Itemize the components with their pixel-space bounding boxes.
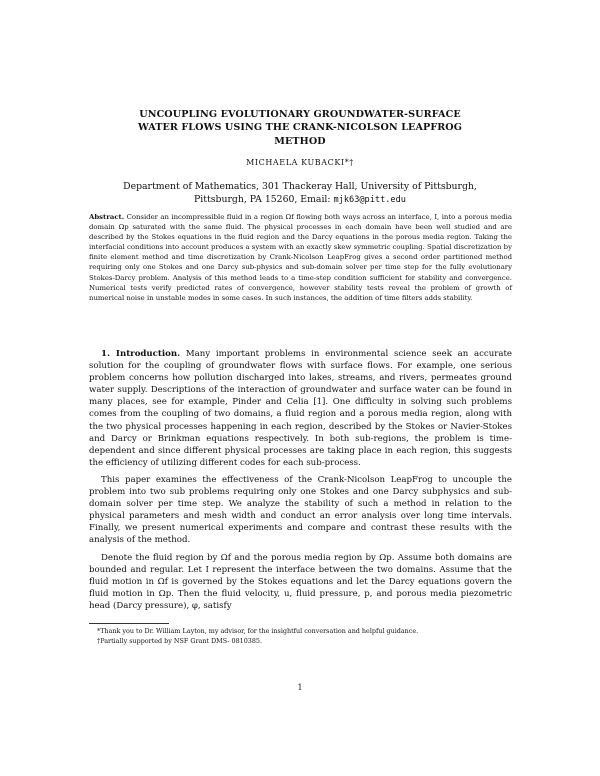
body-paragraph [89, 348, 512, 469]
section-heading: 1. Introduction. [101, 349, 181, 359]
author-name: MICHAELA KUBACKI*† [246, 158, 354, 167]
paper-title [80, 108, 520, 148]
footnotes [89, 627, 512, 646]
title-line: UNCOUPLING EVOLUTIONARY GROUNDWATER-SURFACE [139, 109, 461, 120]
affiliation-line [70, 193, 530, 207]
affiliation-address: Pittsburgh, PA 15260, Email: [194, 194, 334, 205]
abstract-label: Abstract. [89, 213, 125, 221]
footnote-rule [89, 623, 169, 624]
body-paragraph: Denote the fluid region by Ωf and the porous media region by Ωp. Assume both domains are bounded and regular. Let I represent the interface between the two domains. Assume that the fluid motion in Ωf is governed by the Stokes equations and let the Darcy equations govern the fluid motion in Ωp. Then the fluid velocity, u, fluid pressure, p, and porous media piezometric head (Darcy pressure), φ, satisfy [89, 552, 512, 611]
paragraph-text: Many important problems in environmental science seek an accurate solution for the coupling of groundwater flows with surface flows. For example, one serious problem concerns how pollution discharged into lakes, streams, and rivers, permeates ground water supply. Descriptions of the interaction of groundwater and surface water can be found in many places, see for example, Pinder and Celia [1]. One difficulty in solving such problems comes from the coupling of two domains, a fluid region and a porous media region, along with the two physical processes happening in each region, described by the Stokes or Navier-Stokes and Darcy or Brinkman equations respectively. In both sub-regions, the problem is time-dependent and since different physical processes are taking place in each region, this suggests the efficiency of utilizing different codes for each sub-process. [89, 349, 513, 468]
footnote: *Thank you to Dr. William Layton, my advisor, for the insightful conversation and helpful guidance. [97, 627, 419, 635]
body-paragraph: This paper examines the effectiveness of the Crank-Nicolson LeapFrog to uncouple the problem into two sub problems requiring only one Stokes and one Darcy subphysics and sub-domain solver per time step. We analyze the stability of such a method in relation to the physical parameters and mesh width and conduct an error analysis over long time intervals. Finally, we present numerical experiments and compare and contrast these results with the analysis of the method. [89, 474, 512, 546]
section-introduction [89, 348, 512, 612]
title-line: METHOD [274, 135, 326, 147]
author-affiliation [70, 180, 530, 207]
footnote: †Partially supported by NSF Grant DMS- 0810385. [97, 636, 262, 645]
title-line: WATER FLOWS USING THE CRANK-NICOLSON LEAPFROG [137, 122, 463, 134]
affiliation-line: Department of Mathematics, 301 Thackeray Hall, University of Pittsburgh, [123, 181, 477, 192]
abstract [89, 212, 512, 303]
page-number: 1 [297, 683, 303, 692]
abstract-text: Consider an incompressible fluid in a region Ωf flowing both ways across an interface, I, into a porous media domain Ωp saturated with the same fluid. The physical processes in each domain have been well studied and are described by the Stokes equations in the fluid region and the Darcy equations in the porous media region. Taking the interfacial conditions into account produces a system with an exactly skew symmetric coupling. Spatial discretization by finite element method and time discretization by Crank-Nicolson LeapFrog gives a second order partitioned method requiring only one Stokes and one Darcy sub-physics and sub-domain solver per time step for the fully evolutionary Stokes-Darcy problem. Analysis of this method leads to a time-step condition sufficient for stability and convergence. Numerical tests verify predicted rates of convergence, however stability tests reveal the problem of growth of numerical noise in unstable modes in some cases. In such instances, the addition of time filters adds stability. [89, 213, 512, 302]
author-email: mjk63@pitt.edu [333, 195, 406, 205]
